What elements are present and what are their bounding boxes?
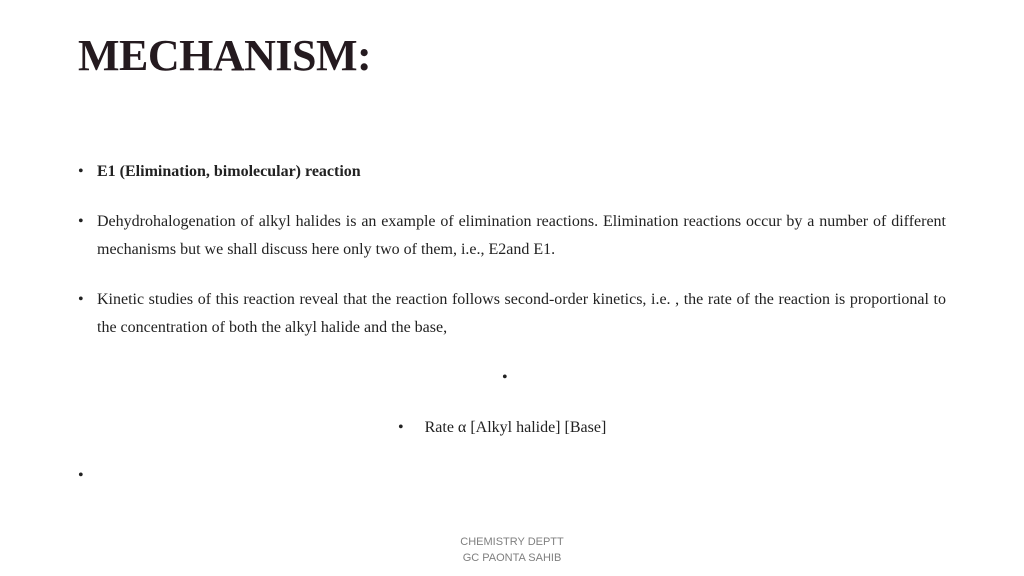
bullet-item-kinetics bbox=[78, 286, 946, 342]
rate-expression: Rate α [Alkyl halide] [Base] bbox=[424, 419, 607, 436]
footer-dept: CHEMISTRY DEPTT bbox=[460, 536, 564, 548]
bullet-text: Dehydrohalogenation of alkyl halides is an example of elimination reactions. Elimination reactions occur by a number of different mechanisms but we shall discuss here only two of them, i.e., E2and E1. bbox=[97, 213, 946, 258]
footer bbox=[0, 534, 1024, 566]
bullet-icon: • bbox=[398, 419, 404, 436]
footer-college: GC PAONTA SAHIB bbox=[462, 552, 562, 564]
bullet-item-e1-heading bbox=[78, 158, 946, 186]
bullet-text: E1 (Elimination, bimolecular) reaction bbox=[97, 163, 361, 180]
bullet-icon: • bbox=[78, 291, 84, 308]
empty-bullet-left: • bbox=[78, 467, 84, 484]
bullet-icon: • bbox=[78, 213, 84, 230]
bullet-icon: • bbox=[78, 163, 84, 180]
bullet-text: Kinetic studies of this reaction reveal that the reaction follows second-order kinetics, i.e. , the rate of the reaction is proportional to the concentration of both the alkyl halide and the base, bbox=[97, 291, 946, 336]
slide-title: MECHANISM: bbox=[78, 31, 372, 80]
bullet-item-dehydrohalogenation bbox=[78, 208, 946, 264]
rate-expression-item bbox=[398, 414, 606, 442]
empty-bullet-center: • bbox=[502, 369, 508, 386]
